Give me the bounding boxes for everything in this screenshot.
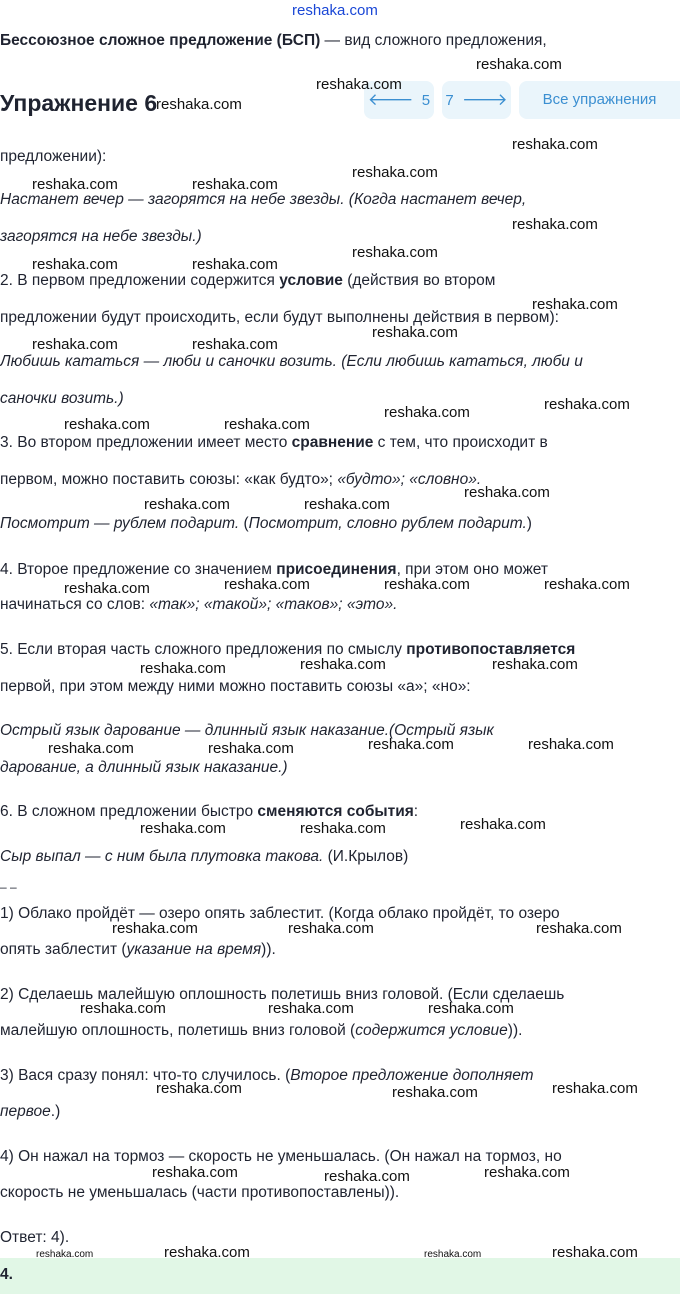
intro-rest: — вид сложного предложения,: [320, 32, 547, 49]
rule-5-line-1: [0, 640, 575, 660]
example-3-paren-close: ): [526, 515, 532, 532]
watermark: reshaka.com: [532, 296, 618, 313]
example-3-paren-open: (: [239, 515, 249, 532]
watermark: reshaka.com: [32, 256, 118, 273]
watermark: reshaka.com: [304, 496, 390, 513]
option-3-text: 3) Вася сразу понял: что-то случилось. (: [0, 1067, 291, 1084]
example-2-line-1: Любишь кататься — люби и саночки возить. (Если любишь кататься, люби и: [0, 353, 583, 370]
watermark: reshaka.com: [424, 1249, 482, 1260]
option-4-line-2: скорость не уменьшалась (части противопоставлены)).: [0, 1184, 400, 1201]
rule-5-text: 5. Если вторая часть сложного предложения по смыслу: [0, 641, 407, 658]
arrow-right-icon: 🡒: [462, 90, 508, 109]
option-1-end: )).: [261, 941, 276, 958]
rule-3-unions-italic: «будто»; «словно».: [337, 471, 482, 488]
rule-3-line-1: [0, 433, 548, 453]
answer-bar: [0, 1258, 680, 1294]
watermark: reshaka.com: [140, 660, 226, 677]
watermark: reshaka.com: [268, 1000, 354, 1017]
answer-text: Ответ: 4).: [0, 1229, 70, 1246]
example-5-line-2: дарование, а длинный язык наказание.): [0, 759, 288, 776]
watermark: reshaka.com: [164, 1244, 250, 1261]
option-1-note: указание на время: [126, 941, 262, 958]
option-2-end: )).: [507, 1022, 523, 1039]
rule-5-line-2: первой, при этом между ними можно поставить союзы «а»; «но»:: [0, 678, 471, 695]
intro-term: Бессоюзное сложное предложение (БСП): [0, 32, 321, 49]
rule-4-text: 4. Второе предложение со значением: [0, 561, 277, 578]
rule-3-text-end: с тем, что происходит в: [373, 434, 548, 451]
rule-2-text-end: (действия во втором: [342, 272, 496, 289]
watermark: reshaka.com: [528, 736, 614, 753]
watermark: reshaka.com: [544, 576, 630, 593]
theory-line: предложении):: [0, 148, 107, 165]
example-5-line-1: Острый язык дарование — длинный язык наказание.(Острый язык: [0, 722, 494, 739]
next-exercise-button[interactable]: [442, 81, 511, 119]
rule-4-line-2: [0, 595, 397, 615]
example-3-rewrite: Посмотрит, словно рублем подарит.: [248, 515, 527, 532]
rule-3-text: 3. Во втором предложении имеет место: [0, 434, 292, 451]
example-1-line-1: Настанет вечер — загорятся на небе звезды. (Когда настанет вечер,: [0, 191, 527, 208]
rule-6-line: [0, 802, 418, 822]
option-3-line-1: [0, 1066, 534, 1086]
prev-exercise-label: 5: [421, 92, 431, 109]
option-3-end: .): [50, 1103, 61, 1120]
watermark: reshaka.com: [384, 404, 470, 421]
watermark: reshaka.com: [224, 576, 310, 593]
rule-4-words: «так»; «такой»; «таков»; «это».: [149, 596, 398, 613]
rule-2-term: условие: [279, 272, 343, 289]
watermark: reshaka.com: [552, 1080, 638, 1097]
watermark: reshaka.com: [552, 1244, 638, 1261]
watermark: reshaka.com: [484, 1164, 570, 1181]
rule-2-text: 2. В первом предложении содержится: [0, 272, 280, 289]
example-6-author: (И.Крылов): [323, 848, 409, 865]
watermark: reshaka.com: [464, 484, 550, 501]
watermark: reshaka.com: [48, 740, 134, 757]
watermark: reshaka.com: [208, 740, 294, 757]
example-3-line: [0, 514, 532, 534]
all-exercises-button[interactable]: [519, 81, 680, 119]
example-6-text: Сыр выпал — с ним была плутовка такова.: [0, 848, 324, 865]
watermark: reshaka.com: [392, 1084, 478, 1101]
rule-4-text-end: , при этом оно может: [396, 561, 549, 578]
watermark: reshaka.com: [368, 736, 454, 753]
watermark: reshaka.com: [32, 336, 118, 353]
watermark: reshaka.com: [156, 96, 242, 113]
watermark: reshaka.com: [80, 1000, 166, 1017]
watermark: reshaka.com: [192, 176, 278, 193]
watermark: reshaka.com: [144, 496, 230, 513]
rule-2-line-1: [0, 271, 495, 291]
rule-2-line-2: предложении будут происходить, если будут выполнены действия в первом):: [0, 309, 559, 326]
all-exercises-label: Все упражнения: [542, 91, 657, 108]
rule-6-text: 6. В сложном предложении быстро: [0, 803, 258, 820]
intro-line: [0, 31, 547, 51]
watermark: reshaka.com: [112, 920, 198, 937]
watermark: reshaka.com: [192, 256, 278, 273]
rule-3-unions: первом, можно поставить союзы: «как будто»;: [0, 471, 338, 488]
rule-3-term: сравнение: [291, 434, 374, 451]
option-4-line-1: 4) Он нажал на тормоз — скорость не уменьшалась. (Он нажал на тормоз, но: [0, 1148, 562, 1165]
option-2-line-2: [0, 1021, 522, 1041]
watermark: reshaka.com: [324, 1168, 410, 1185]
rule-6-term: сменяются события: [257, 803, 414, 820]
option-2-note: содержится условие: [355, 1022, 508, 1039]
watermark: reshaka.com: [156, 1080, 242, 1097]
watermark: reshaka.com: [536, 920, 622, 937]
watermark: reshaka.com: [300, 656, 386, 673]
example-1-line-2: загорятся на небе звезды.): [0, 228, 202, 245]
watermark: reshaka.com: [64, 416, 150, 433]
watermark: reshaka.com: [512, 136, 598, 153]
watermark: reshaka.com: [544, 396, 630, 413]
example-6-line: [0, 847, 408, 867]
watermark: reshaka.com: [316, 76, 402, 93]
example-3-text: Посмотрит — рублем подарит.: [0, 515, 240, 532]
watermark: reshaka.com: [428, 1000, 514, 1017]
watermark: reshaka.com: [512, 216, 598, 233]
option-2-text: малейшую оплошность, полетишь вниз головой (: [0, 1022, 356, 1039]
rule-4-term: присоединения: [276, 561, 397, 578]
option-3-line-2: [0, 1102, 60, 1122]
next-exercise-label: 7: [445, 92, 454, 109]
watermark: reshaka.com: [384, 576, 470, 593]
rule-5-term: противопоставляется: [406, 641, 576, 658]
rule-3-line-2: [0, 470, 481, 490]
rule-6-colon: :: [413, 803, 419, 820]
watermark: reshaka.com: [352, 164, 438, 181]
watermark: reshaka.com: [36, 1249, 94, 1260]
watermark: reshaka.com: [224, 416, 310, 433]
option-1-text: опять заблестит (: [0, 941, 127, 958]
watermark: reshaka.com: [64, 580, 150, 597]
watermark: reshaka.com: [32, 176, 118, 193]
separator: – –: [0, 880, 17, 894]
arrow-left-icon: 🡐: [367, 90, 414, 109]
option-1-line-2: [0, 940, 276, 960]
rule-4-words-intro: начинаться со слов:: [0, 596, 150, 613]
watermark: reshaka.com: [300, 820, 386, 837]
site-watermark-top: reshaka.com: [292, 2, 378, 19]
watermark: reshaka.com: [476, 56, 562, 73]
watermark: reshaka.com: [352, 244, 438, 261]
option-1-line-1: 1) Облако пройдёт — озеро опять заблестит. (Когда облако пройдёт, то озеро: [0, 905, 560, 922]
option-2-line-1: 2) Сделаешь малейшую оплошность полетишь вниз головой. (Если сделаешь: [0, 986, 565, 1003]
watermark: reshaka.com: [192, 336, 278, 353]
watermark: reshaka.com: [140, 820, 226, 837]
watermark: reshaka.com: [372, 324, 458, 341]
watermark: reshaka.com: [288, 920, 374, 937]
example-2-line-2: саночки возить.): [0, 390, 124, 407]
answer-bar-label: 4.: [0, 1266, 13, 1283]
watermark: reshaka.com: [460, 816, 546, 833]
page-title: Упражнение 6: [0, 90, 158, 116]
option-3-note-end: первое: [0, 1103, 51, 1120]
watermark: reshaka.com: [152, 1164, 238, 1181]
option-3-note: Второе предложение дополняет: [290, 1067, 534, 1084]
watermark: reshaka.com: [492, 656, 578, 673]
